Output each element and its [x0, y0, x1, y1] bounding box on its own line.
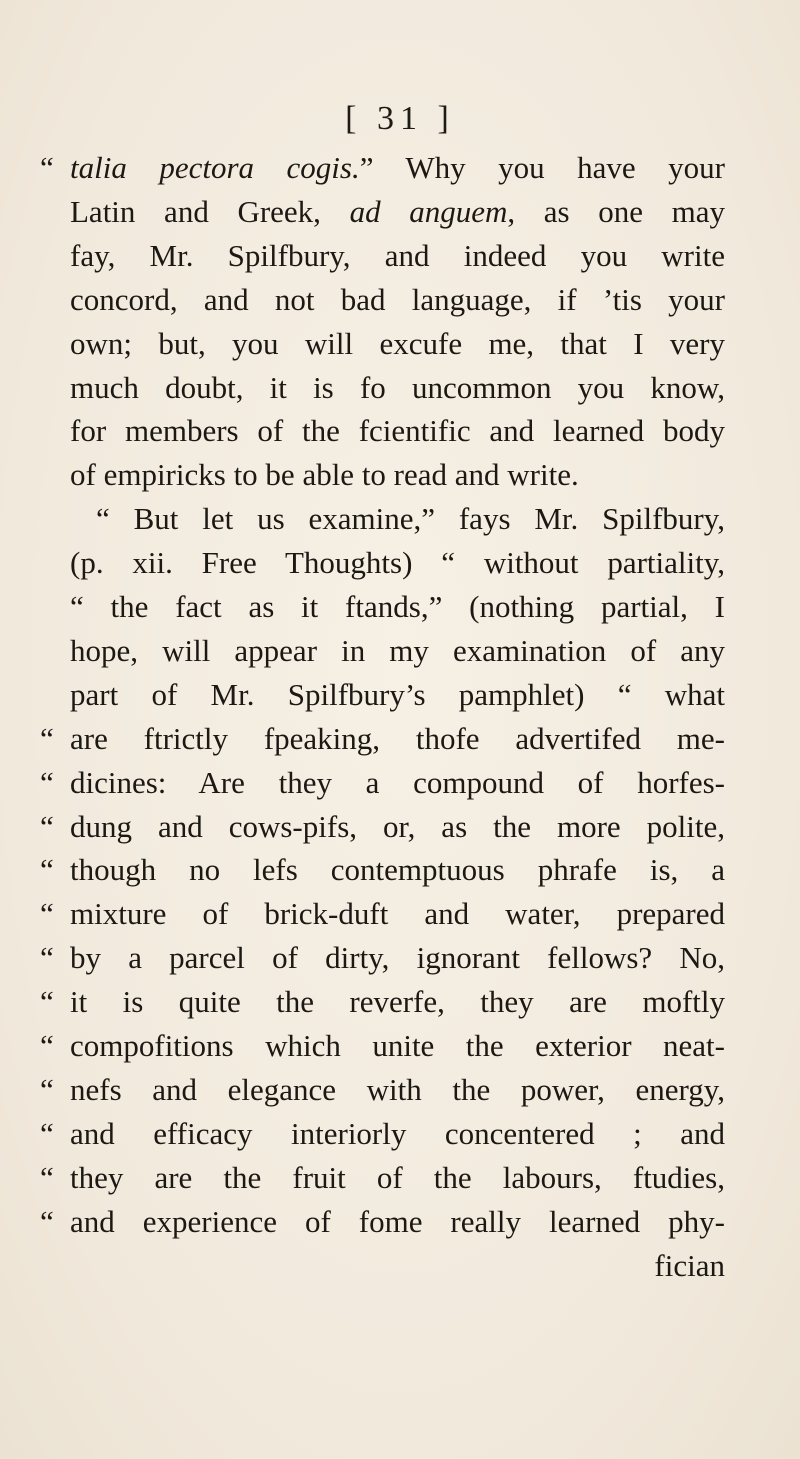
text-run: much doubt, it is fo uncommon you know,: [70, 369, 725, 405]
text-run: hope, will appear in my examination of any: [70, 632, 725, 668]
line-text: [70, 409, 725, 453]
text-run: for members of the fcientific and learned body: [70, 413, 725, 449]
text-line: [40, 936, 725, 980]
page-number-header: [ 31 ]: [345, 100, 455, 137]
text-line: [40, 1112, 725, 1156]
text-run: though no lefs contemptuous phrafe is, a: [70, 852, 725, 888]
text-run: Latin and Greek,: [70, 193, 350, 229]
line-text: [70, 980, 725, 1024]
text-run: fay, Mr. Spilfbury, and indeed you write: [70, 237, 725, 273]
text-run: nefs and elegance with the power, energy,: [70, 1071, 725, 1107]
text-run: it is quite the reverfe, they are moftly: [70, 984, 725, 1020]
text-run: dicines: Are they a compound of horfes-: [70, 764, 725, 800]
text-run: are ftrictly fpeaking, thofe advertifed me-: [70, 720, 725, 756]
line-text: [70, 892, 725, 936]
quote-mark: “: [40, 984, 54, 1020]
text-line: [40, 146, 725, 190]
line-text: [70, 234, 725, 278]
italic-phrase: ad anguem: [349, 193, 508, 229]
quote-mark: “: [40, 1203, 54, 1239]
line-text: [70, 1068, 725, 1112]
line-text: [70, 190, 725, 234]
line-text: [70, 848, 725, 892]
text-run: ” Why you have your: [359, 150, 725, 185]
line-text: [70, 541, 725, 585]
text-line: [40, 409, 725, 453]
text-run: “ the fact as it ftands,” (nothing partial, I: [70, 589, 725, 624]
text-line: [40, 805, 725, 849]
text-line: [40, 190, 725, 234]
catchword: fician: [654, 1247, 725, 1283]
text-line: [40, 366, 725, 410]
text-line: [40, 1200, 725, 1244]
line-text: [70, 453, 725, 497]
text-line: [40, 322, 725, 366]
text-line: [40, 673, 725, 717]
line-text: [70, 1024, 725, 1068]
quote-mark: “: [40, 1115, 54, 1151]
text-run: (p. xii. Free Thoughts) “ without partiality,: [70, 545, 725, 581]
text-run: by a parcel of dirty, ignorant fellows? No,: [70, 940, 725, 976]
text-line: [40, 234, 725, 278]
text-line: [40, 892, 725, 936]
line-text: [70, 805, 725, 849]
quote-mark: “: [40, 808, 54, 844]
text-line: [40, 1068, 725, 1112]
text-run: part of Mr. Spilfbury’s pamphlet) “ what: [70, 676, 725, 712]
text-run: own; but, you will excufe me, that I very: [70, 325, 725, 361]
text-line: [40, 453, 725, 497]
line-text: [70, 146, 725, 190]
text-run: they are the fruit of the labours, ftudies,: [70, 1159, 725, 1195]
quote-mark: “: [40, 150, 54, 185]
line-text: [70, 322, 725, 366]
text-line: [40, 278, 725, 322]
text-line: [40, 1156, 725, 1200]
text-line: [40, 585, 725, 629]
text-line: [40, 497, 725, 541]
line-text: [70, 673, 725, 717]
line-text: [96, 497, 725, 541]
line-text: [70, 717, 725, 761]
line-text: [70, 936, 725, 980]
text-line: [40, 629, 725, 673]
line-text: [70, 585, 725, 629]
quote-mark: “: [40, 1159, 54, 1195]
text-line: [40, 980, 725, 1024]
line-text: [70, 278, 725, 322]
text-run: “ But let us examine,” fays Mr. Spilfbury,: [96, 501, 725, 537]
text-line: [40, 541, 725, 585]
text-run: mixture of brick-duft and water, prepared: [70, 896, 725, 932]
text-run: compofitions which unite the exterior neat-: [70, 1028, 725, 1063]
text-run: and experience of fome really learned phy-: [70, 1203, 725, 1239]
text-run: concord, and not bad language, if ’tis your: [70, 281, 725, 317]
quote-mark: “: [40, 852, 54, 888]
text-run: , as one may: [507, 193, 725, 229]
italic-phrase: talia pectora cogis.: [70, 150, 360, 185]
text-line: [40, 717, 725, 761]
text-run: and efficacy interiorly concentered ; and: [70, 1115, 725, 1151]
text-line: [40, 1024, 725, 1068]
line-text: [70, 629, 725, 673]
text-line: [40, 761, 725, 805]
quote-mark: “: [40, 1028, 54, 1063]
quote-mark: “: [40, 764, 54, 800]
text-line: [40, 848, 725, 892]
line-text: [70, 1112, 725, 1156]
line-text: [70, 366, 725, 410]
text-run: dung and cows-pifs, or, as the more polite,: [70, 808, 725, 844]
line-text: [70, 1156, 725, 1200]
quote-mark: “: [40, 1071, 54, 1107]
quote-mark: “: [40, 896, 54, 932]
quote-mark: “: [40, 940, 54, 976]
quote-mark: “: [40, 720, 54, 756]
line-text: [70, 1200, 725, 1244]
line-text: [70, 761, 725, 805]
text-run: of empiricks to be able to read and write.: [70, 457, 579, 493]
